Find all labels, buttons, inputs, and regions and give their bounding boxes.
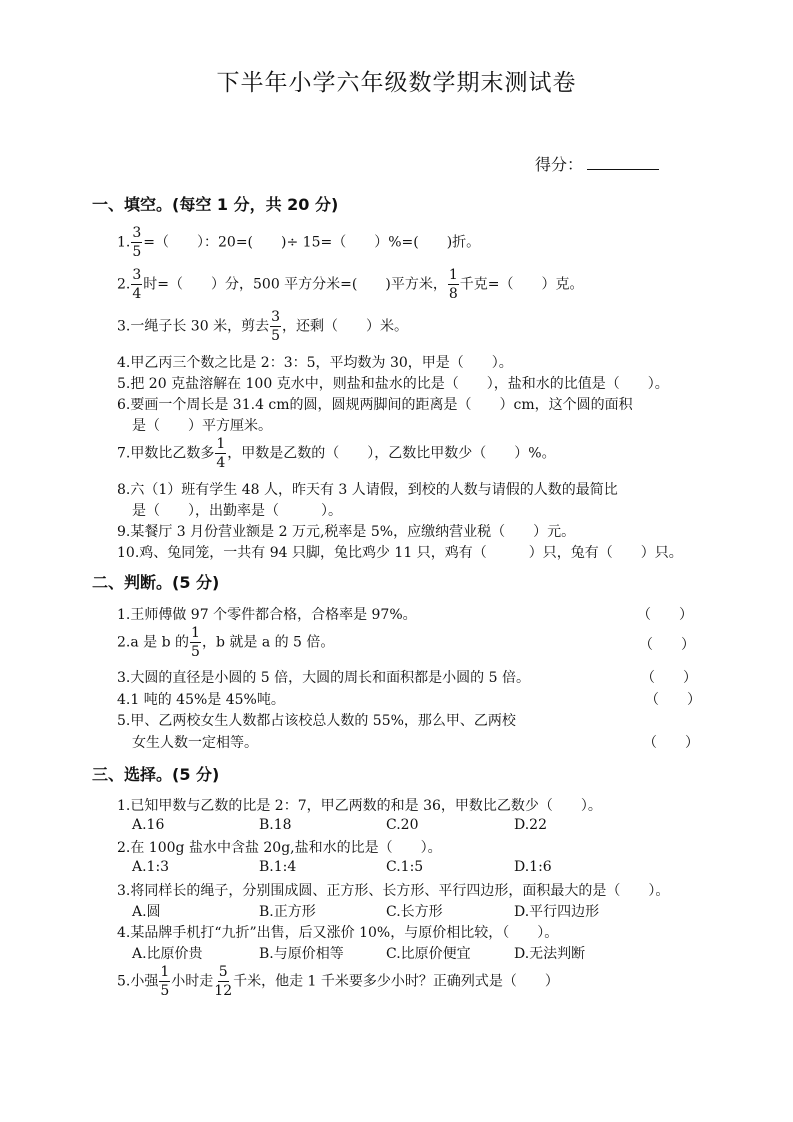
choice-q1: 1.已知甲数与乙数的比是 2：7，甲乙两数的和是 36，甲数比乙数少（ ）。 (117, 798, 602, 814)
judge-q3: 3.大圆的直径是小圆的 5 倍，大圆的周长和面积都是小圆的 5 倍。 (117, 670, 530, 686)
fill-q3: 3.一绳子长 30 米，剪去 $\frac{3}{5}$ ，还剩（ ）米。 (117, 309, 408, 344)
judge-mark: （ ） (641, 670, 697, 686)
section-choice-heading: 三、选择。(5 分) (92, 765, 220, 784)
option-a: A.1:3 (132, 859, 170, 875)
judge-q5-line1: 5.甲、乙两校女生人数都占该校总人数的 55%，那么甲、乙两校 (117, 713, 516, 729)
fill-q2: 2. $\frac{3}{4}$ 时=（ ）分，500 平方分米=( )平方米， $\frac{1}{8}$ 千克=（ ）克。 (117, 267, 584, 302)
fill-q9: 9.某餐厅 3 月份营业额是 2 万元,税率是 5%，应缴纳营业税（ ）元。 (117, 524, 576, 540)
option-d: D.无法判断 (514, 946, 586, 962)
fill-q7: 7.甲数比乙数多 $\frac{1}{4}$ ，甲数是乙数的（ ），乙数比甲数少（ ）%。 (117, 436, 556, 471)
judge-q4: 4.1 吨的 45%是 45%吨。 (117, 692, 285, 708)
option-d: D.1:6 (514, 859, 552, 875)
judge-mark: （ ） (645, 692, 701, 708)
option-b: B.正方形 (259, 904, 316, 920)
choice-q3: 3.将同样长的绳子，分别围成圆、正方形、长方形、平行四边形，面积最大的是（ ）。 (117, 883, 670, 899)
judge-mark: （ ） (643, 735, 699, 751)
option-d: D.平行四边形 (514, 904, 600, 920)
score-label: 得分： (535, 155, 584, 174)
option-c: C.比原价便宜 (386, 946, 471, 962)
fraction: $\frac{3}{5}$ (271, 309, 280, 344)
option-c: C.20 (386, 817, 419, 833)
fill-q5: 5.把 20 克盐溶解在 100 克水中，则盐和盐水的比是（ ），盐和水的比值是（ ）。 (117, 376, 669, 392)
fraction: $\frac{1}{8}$ (448, 267, 458, 302)
section-fill-heading: 一、填空。(每空 1 分，共 20 分) (92, 195, 339, 214)
option-c: C.长方形 (386, 904, 443, 920)
choice-q4: 4.某品牌手机打“九折”出售，后又涨价 10%，与原价相比较，（ ）。 (117, 925, 559, 941)
fraction: $\frac{5}{12}$ (214, 964, 233, 999)
score-field (535, 152, 659, 175)
section-judge-heading: 二、判断。(5 分) (92, 573, 220, 592)
fraction: $\frac{1}{5}$ (160, 964, 170, 999)
fraction: $\frac{3}{5}$ (132, 225, 142, 260)
fill-q6-line1: 6.要画一个周长是 31.4 cm的圆，圆规两脚间的距离是（ ）cm，这个圆的面积 (117, 397, 633, 413)
option-b: B.18 (259, 817, 292, 833)
option-a: A.16 (132, 817, 165, 833)
fraction: $\frac{3}{4}$ (132, 267, 142, 302)
judge-mark: （ ） (639, 637, 695, 653)
fill-q8-line2: 是（ ），出勤率是（ ）。 (132, 503, 342, 519)
score-blank (587, 155, 659, 170)
fill-q6-line2: 是（ ）平方厘米。 (132, 418, 272, 434)
fraction: $\frac{1}{4}$ (216, 436, 226, 471)
choice-q2: 2.在 100g 盐水中含盐 20g,盐和水的比是（ ）。 (117, 840, 442, 856)
judge-q1: 1.王师傅做 97 个零件都合格，合格率是 97%。 (117, 607, 417, 623)
option-a: A.比原价贵 (132, 946, 203, 962)
option-a: A.圆 (132, 904, 161, 920)
choice-q5: 5.小强 $\frac{1}{5}$ 小时走 $\frac{5}{12}$ 千米，他走 1 千米要多少小时？正确列式是（ ） (117, 964, 559, 999)
fraction: $\frac{1}{5}$ (191, 625, 200, 660)
fill-q8-line1: 8.六（1）班有学生 48 人，昨天有 3 人请假，到校的人数与请假的人数的最简比 (117, 482, 618, 498)
option-d: D.22 (514, 817, 547, 833)
option-c: C.1:5 (386, 859, 424, 875)
option-b: B.1:4 (259, 859, 297, 875)
fill-q10: 10.鸡、兔同笼，一共有 94 只脚，兔比鸡少 11 只，鸡有（ ）只，兔有（ ）只。 (117, 545, 683, 561)
judge-q2: 2.a 是 b 的 $\frac{1}{5}$ ，b 就是 a 的 5 倍。 (117, 625, 335, 660)
judge-q5-line2: 女生人数一定相等。 (132, 735, 258, 751)
page-title: 下半年小学六年级数学期末测试卷 (216, 70, 577, 96)
fill-q4: 4.甲乙丙三个数之比是 2：3：5，平均数为 30，甲是（ ）。 (117, 355, 513, 371)
option-b: B.与原价相等 (259, 946, 344, 962)
judge-mark: （ ） (637, 607, 693, 623)
fill-q1: 1. $\frac{3}{5}$ =（ ）：20=( )÷ 15=（ ）%=( )折。 (117, 225, 481, 260)
